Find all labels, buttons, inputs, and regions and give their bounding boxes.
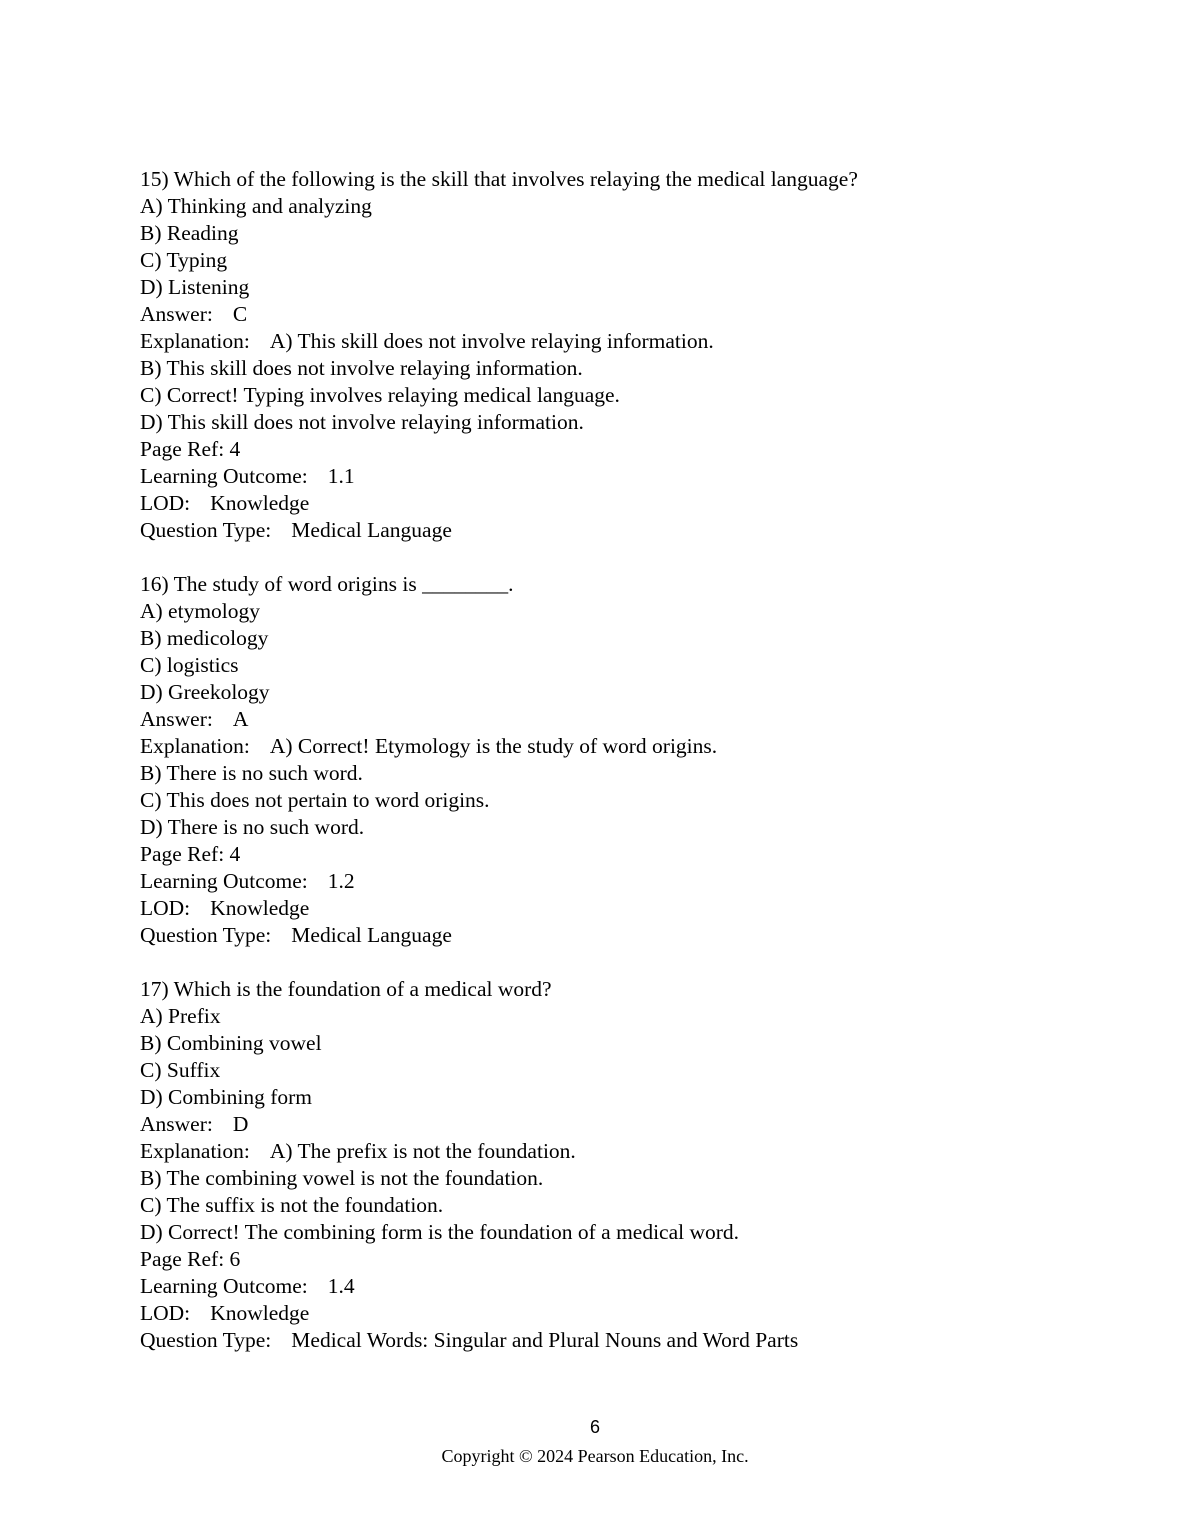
page-ref: Page Ref: 4 [140,437,241,461]
answer-value: D [232,1112,249,1136]
page-ref: Page Ref: 4 [140,842,241,866]
lod-value: Knowledge [210,491,310,515]
answer-value: C [232,302,248,326]
option-a: A) Prefix [140,1004,221,1028]
explanation-b: B) There is no such word. [140,761,363,785]
option-b: B) Reading [140,221,239,245]
option-c: C) logistics [140,653,239,677]
lod-label: LOD: [140,896,191,920]
explanation-c: C) This does not pertain to word origins. [140,788,490,812]
question-text: 17) Which is the foundation of a medical word? [140,977,552,1001]
question-block-17 [140,976,1100,1354]
page-ref: Page Ref: 6 [140,1247,241,1271]
explanation-line [140,328,1100,355]
question-block-16 [140,571,1100,949]
question-type-line [140,517,1100,544]
explanation-label: Explanation: [140,734,250,758]
question-type-value: Medical Language [291,518,452,542]
learning-outcome-value: 1.1 [327,464,355,488]
learning-outcome-line [140,463,1100,490]
question-block-15 [140,166,1100,544]
answer-line [140,301,1100,328]
explanation-label: Explanation: [140,1139,250,1163]
option-d: D) Listening [140,275,250,299]
explanation-a: A) The prefix is not the foundation. [269,1139,576,1163]
explanation-d: D) This skill does not involve relaying information. [140,410,584,434]
option-c: C) Typing [140,248,228,272]
explanation-line [140,733,1100,760]
learning-outcome-label: Learning Outcome: [140,464,308,488]
question-type-label: Question Type: [140,1328,272,1352]
lod-line [140,490,1100,517]
explanation-c: C) The suffix is not the foundation. [140,1193,444,1217]
answer-label: Answer: [140,1112,213,1136]
explanation-b: B) The combining vowel is not the foundation. [140,1166,544,1190]
explanation-d: D) Correct! The combining form is the foundation of a medical word. [140,1220,740,1244]
explanation-a: A) Correct! Etymology is the study of word origins. [269,734,718,758]
answer-value: A [232,707,249,731]
option-a: A) etymology [140,599,261,623]
question-type-value: Medical Language [291,923,452,947]
option-b: B) Combining vowel [140,1031,322,1055]
learning-outcome-label: Learning Outcome: [140,869,308,893]
question-type-line [140,1327,1100,1354]
learning-outcome-value: 1.2 [327,869,355,893]
question-type-value: Medical Words: Singular and Plural Nouns and Word Parts [291,1328,799,1352]
learning-outcome-value: 1.4 [327,1274,355,1298]
explanation-c: C) Correct! Typing involves relaying medical language. [140,383,620,407]
answer-line [140,1111,1100,1138]
page-number: 6 [589,1417,600,1437]
option-d: D) Combining form [140,1085,312,1109]
question-type-label: Question Type: [140,923,272,947]
learning-outcome-line [140,868,1100,895]
answer-line [140,706,1100,733]
explanation-d: D) There is no such word. [140,815,365,839]
answer-label: Answer: [140,707,213,731]
option-a: A) Thinking and analyzing [140,194,372,218]
question-text: 15) Which of the following is the skill that involves relaying the medical language? [140,167,858,191]
explanation-label: Explanation: [140,329,250,353]
answer-label: Answer: [140,302,213,326]
lod-line [140,1300,1100,1327]
learning-outcome-line [140,1273,1100,1300]
option-d: D) Greekology [140,680,270,704]
lod-line [140,895,1100,922]
explanation-a: A) This skill does not involve relaying information. [269,329,714,353]
question-type-label: Question Type: [140,518,272,542]
question-text: 16) The study of word origins is ________. [140,572,514,596]
lod-label: LOD: [140,1301,191,1325]
copyright-notice: Copyright © 2024 Pearson Education, Inc. [441,1446,749,1466]
explanation-line [140,1138,1100,1165]
explanation-b: B) This skill does not involve relaying information. [140,356,583,380]
learning-outcome-label: Learning Outcome: [140,1274,308,1298]
option-c: C) Suffix [140,1058,221,1082]
question-type-line [140,922,1100,949]
lod-value: Knowledge [210,1301,310,1325]
lod-label: LOD: [140,491,191,515]
lod-value: Knowledge [210,896,310,920]
page-content [140,166,1100,1381]
option-b: B) medicology [140,626,269,650]
